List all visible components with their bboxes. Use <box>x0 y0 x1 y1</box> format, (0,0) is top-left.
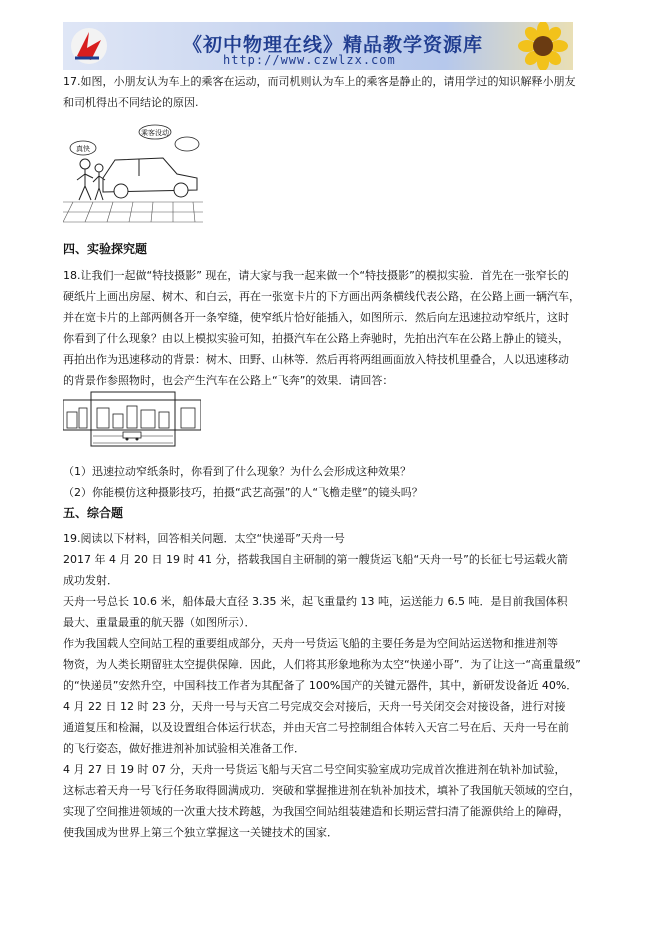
q18-sub-1: （1）迅速拉动窄纸条时，你看到了什么现象？为什么会形成这种效果？ <box>63 465 411 478</box>
q19-line-3: 成功发射． <box>63 574 118 587</box>
q18-line-5: 再拍出作为迅速移动的背景：树木、田野、山林等．然后再将两组画面放入特技机里叠合，人以迅速移动 <box>63 353 569 366</box>
q19-line-11: 的飞行姿态，做好推进剂补加试验相关准备工作． <box>63 742 305 755</box>
q19-line-15: 使我国成为世界上第三个独立掌握这一关键技术的国家． <box>63 826 338 839</box>
q17-line-2: 和司机得出不同结论的原因. <box>63 96 199 109</box>
q19-line-13: 这标志着天舟一号飞行任务取得圆满成功．突破和掌握推进剂在轨补加技术，填补了我国航天领域的空白， <box>63 784 580 797</box>
car-passenger-illustration <box>63 118 203 224</box>
banner-url[interactable]: http://www.czwlzx.com <box>223 53 396 67</box>
q19-line-2: 2017 年 4 月 20 日 19 时 41 分，搭载我国自主研制的第一艘货运飞船“天舟一号”的长征七号运载火箭 <box>63 553 568 566</box>
q19-line-4: 天舟一号总长 10.6 米，船体最大直径 3.35 米，起飞重量约 13 吨，运送能力 6.5 吨．是目前我国体积 <box>63 595 568 608</box>
section-5-heading: 五、综合题 <box>63 506 124 520</box>
sunflower-icon <box>515 22 571 70</box>
site-logo-icon <box>69 26 109 66</box>
q19-line-8: 的“快递员”安然升空，中国科技工作者为其配备了 100%国产的关键元器件，其中，新研发设备近 40%． <box>63 679 578 692</box>
q19-line-10: 通道复压和检漏，以及设置组合体运行状态，并由天宫二号控制组合体转入天宫二号在后、天舟一号在前 <box>63 721 569 734</box>
special-effects-card-illustration <box>63 390 201 448</box>
q18-line-3: 并在宽卡片的上部两侧各开一条窄缝，使窄纸片恰好能插入，如图所示．然后向左迅速拉动窄纸片，这时 <box>63 311 569 324</box>
q18-line-2: 硬纸片上画出房屋、树木、和白云，再在一张宽卡片的下方画出两条横线代表公路，在公路上画一辆汽车， <box>63 290 580 303</box>
q19-line-12: 4 月 27 日 19 时 07 分，天舟一号货运飞船与天宫二号空间实验室成功完成首次推进剂在轨补加试验， <box>63 763 566 776</box>
q19-line-1: 19.阅读以下材料，回答相关问题．太空“快递哥”天舟一号 <box>63 532 345 545</box>
q18-line-4: 你看到了什么现象？由以上模拟实验可知，拍摄汽车在公路上奔驰时，先拍出汽车在公路上静止的镜头， <box>63 332 569 345</box>
q19-line-14: 实现了空间推进领域的一次重大技术跨越，为我国空间站组装建造和长期运营扫清了能源供给上的障碍， <box>63 805 569 818</box>
bubble-kid-text: 真快 <box>76 145 90 153</box>
q19-line-6: 作为我国载人空间站工程的重要组成部分，天舟一号货运飞船的主要任务是为空间站运送物和推进剂等 <box>63 637 558 650</box>
q19-line-7: 物资，为人类长期留驻太空提供保障．因此，人们将其形象地称为太空“快递小哥”．为了让这一“高重量级” <box>63 658 581 671</box>
q19-line-9: 4 月 22 日 12 时 23 分，天舟一号与天宫二号完成交会对接后，天舟一号关闭交会对接设备，进行对接 <box>63 700 566 713</box>
header-banner <box>63 22 573 70</box>
q17-line-1: 17.如图，小朋友认为车上的乘客在运动，而司机则认为车上的乘客是静止的，请用学过的知识解释小朋友 <box>63 75 576 88</box>
q19-line-5: 最大、重量最重的航天器（如图所示）． <box>63 616 256 629</box>
q18-line-1: 18.让我们一起做“特技摄影” 现在，请大家与我一起来做一个“特技摄影”的模拟实验．首先在一张窄长的 <box>63 269 569 282</box>
q18-sub-2: （2）你能模仿这种摄影技巧，拍摄“武艺高强”的人“飞檐走壁”的镜头吗？ <box>63 486 423 499</box>
bubble-driver-text: 乘客没动 <box>141 129 169 137</box>
q18-line-6: 的背景作参照物时，也会产生汽车在公路上“飞奔”的效果．请回答： <box>63 374 394 387</box>
banner-title: 《初中物理在线》精品教学资源库 <box>183 34 484 56</box>
section-4-heading: 四、实验探究题 <box>63 242 148 256</box>
